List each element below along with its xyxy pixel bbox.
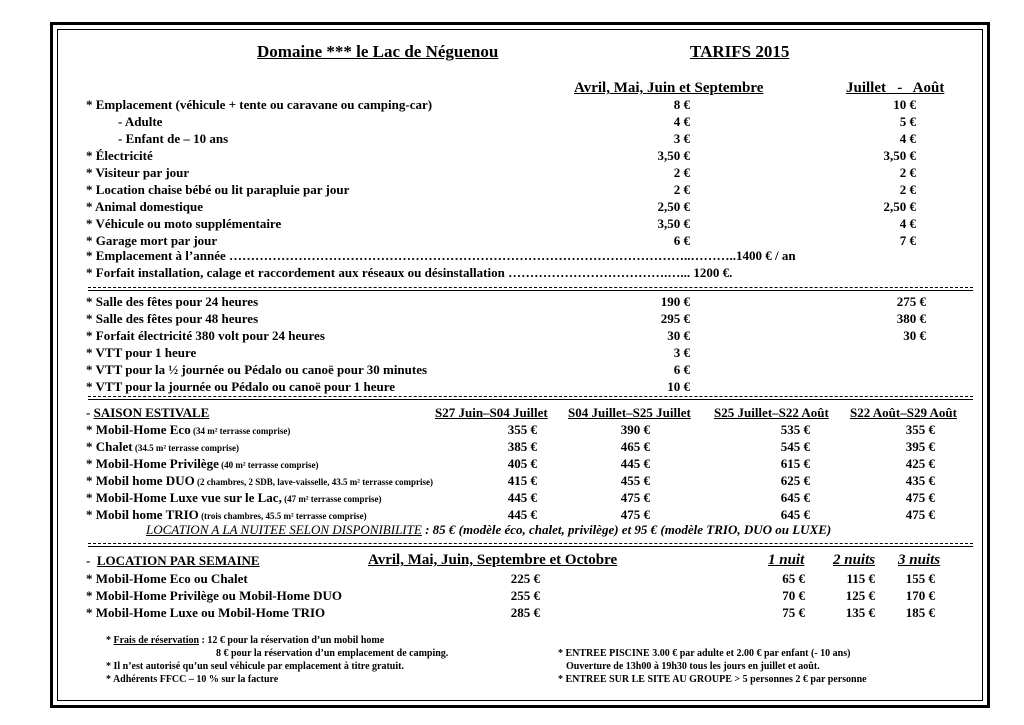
divider xyxy=(88,543,973,544)
price-low: 3 € xyxy=(673,131,690,146)
booking-fees-line: * Frais de réservation : 12 € pour la réservation d’un mobil home xyxy=(106,635,385,646)
price-low: 2,50 € xyxy=(657,199,690,214)
rental-row-label: * VTT pour 1 heure xyxy=(86,345,197,360)
mobil-home-name: * Mobil home TRIO xyxy=(86,507,199,522)
price-high: 2 € xyxy=(899,165,916,180)
rental-low: 10 € xyxy=(667,379,690,394)
summer-price: 475 € xyxy=(620,507,650,522)
booking-fees-camping: 8 € pour la réservation d’un emplacement de camping. xyxy=(216,648,449,659)
summer-period-header: S27 Juin–S04 Juillet xyxy=(435,405,548,420)
summer-price: 385 € xyxy=(507,439,537,454)
price-low: 4 € xyxy=(673,114,690,129)
price-high: 4 € xyxy=(899,216,916,231)
summer-price: 355 € xyxy=(507,422,537,437)
ffcc-discount: * Adhérents FFCC – 10 % sur la facture xyxy=(106,674,279,685)
price-high: 10 € xyxy=(893,97,916,112)
summer-price: 445 € xyxy=(507,507,537,522)
mobil-home-name: * Mobil-Home Privilège xyxy=(86,456,219,471)
divider xyxy=(88,396,973,397)
mobil-home-name: * Mobil home DUO xyxy=(86,473,195,488)
rental-row-label: * Forfait électricité 380 volt pour 24 heures xyxy=(86,328,325,343)
group-entry: * ENTREE SUR LE SITE AU GROUPE > 5 personnes 2 € par personne xyxy=(558,674,867,685)
mobil-home-detail: (2 chambres, 2 SDB, lave-vaisselle, 43.5 m² terrasse comprise) xyxy=(194,477,433,487)
weekly-price: 285 € xyxy=(510,605,540,620)
price-high: 5 € xyxy=(899,114,916,129)
divider xyxy=(88,399,973,400)
price-row-label: - Enfant de – 10 ans xyxy=(118,131,229,146)
price-row-label: * Location chaise bébé ou lit parapluie par jour xyxy=(86,182,350,197)
price-high: 7 € xyxy=(899,233,916,248)
summer-price: 475 € xyxy=(620,490,650,505)
price-low: 2 € xyxy=(673,165,690,180)
nightly-price: 155 € xyxy=(905,571,935,586)
mobil-home-detail: (trois chambres, 45.5 m² terrasse comprise) xyxy=(198,511,367,521)
summer-price: 475 € xyxy=(905,490,935,505)
pool-price: * ENTREE PISCINE 3.00 € par adulte et 2.00 € par enfant (- 10 ans) xyxy=(558,648,851,659)
installation-forfait-line: * Forfait installation, calage et raccordement aux réseaux ou désinstallation ……………………………….…... 1200 €. xyxy=(86,265,733,280)
nightly-price: 75 € xyxy=(782,605,805,620)
mobil-home-row-label xyxy=(86,473,433,490)
nights-header: 3 nuits xyxy=(898,552,941,568)
mobil-home-row-label xyxy=(86,456,319,473)
nightly-rental-note: LOCATION A LA NUITEE SELON DISPONIBILITE : 85 € (modèle éco, chalet, privilège) et 95 € (modèle TRIO, DUO ou LUXE) xyxy=(146,522,832,537)
weekly-rental-title: - LOCATION PAR SEMAINE xyxy=(86,553,260,568)
price-high: 4 € xyxy=(899,131,916,146)
summer-price: 435 € xyxy=(905,473,935,488)
price-row-label: * Emplacement (véhicule + tente ou caravane ou camping-car) xyxy=(86,97,433,112)
price-high: 2,50 € xyxy=(883,199,916,214)
rental-row-label: * Salle des fêtes pour 48 heures xyxy=(86,311,259,326)
price-high: 2 € xyxy=(899,182,916,197)
divider xyxy=(88,546,973,547)
summer-price: 445 € xyxy=(620,456,650,471)
price-row-label: * Visiteur par jour xyxy=(86,165,190,180)
rental-low: 6 € xyxy=(673,362,690,377)
nightly-price: 125 € xyxy=(845,588,875,603)
mobil-home-name: * Mobil-Home Luxe vue sur le Lac, xyxy=(86,490,282,505)
period-high-header: Juillet - Août xyxy=(846,80,945,96)
rental-low: 190 € xyxy=(660,294,690,309)
summer-price: 425 € xyxy=(905,456,935,471)
mobil-home-row-label xyxy=(86,422,290,439)
mobil-home-name: * Chalet xyxy=(86,439,133,454)
price-low: 3,50 € xyxy=(657,216,690,231)
summer-period-header: S22 Août–S29 Août xyxy=(850,405,957,420)
annual-pitch-line: * Emplacement à l’année ……………………………………………………………………………………………..………..1400 € / an xyxy=(86,248,796,263)
weekly-row-label: * Mobil-Home Luxe ou Mobil-Home TRIO xyxy=(86,605,326,620)
nights-header: 2 nuits xyxy=(833,552,876,568)
nightly-price: 115 € xyxy=(846,571,875,586)
mobil-home-detail: (47 m² terrasse comprise) xyxy=(281,494,382,504)
nights-header: 1 nuit xyxy=(768,552,805,568)
summer-price: 645 € xyxy=(780,490,810,505)
summer-price: 445 € xyxy=(507,490,537,505)
rental-row-label: * Salle des fêtes pour 24 heures xyxy=(86,294,259,309)
rental-row-label: * VTT pour la journée ou Pédalo ou canoë pour 1 heure xyxy=(86,379,396,394)
vehicle-rule: * Il n’est autorisé qu’un seul véhicule par emplacement à titre gratuit. xyxy=(106,661,404,672)
weekly-period-header: Avril, Mai, Juin, Septembre et Octobre xyxy=(368,552,618,568)
summer-price: 405 € xyxy=(507,456,537,471)
mobil-home-detail: (34.5 m² terrasse comprise) xyxy=(132,443,240,453)
mobil-home-detail: (40 m² terrasse comprise) xyxy=(218,460,319,470)
nightly-price: 70 € xyxy=(782,588,805,603)
price-low: 2 € xyxy=(673,182,690,197)
mobil-home-row-label xyxy=(86,490,382,507)
rental-low: 30 € xyxy=(667,328,690,343)
summer-price: 615 € xyxy=(780,456,810,471)
price-low: 8 € xyxy=(673,97,690,112)
rental-low: 295 € xyxy=(660,311,690,326)
summer-price: 545 € xyxy=(780,439,810,454)
price-low: 3,50 € xyxy=(657,148,690,163)
summer-price: 645 € xyxy=(780,507,810,522)
page-title: Domaine *** le Lac de Néguenou xyxy=(257,42,499,61)
summer-season-title: - SAISON ESTIVALE xyxy=(86,405,210,420)
divider xyxy=(88,287,973,288)
rental-low: 3 € xyxy=(673,345,690,360)
nightly-price: 170 € xyxy=(905,588,935,603)
summer-period-header: S25 Juillet–S22 Août xyxy=(714,405,829,420)
weekly-row-label: * Mobil-Home Privilège ou Mobil-Home DUO xyxy=(86,588,342,603)
period-low-header: Avril, Mai, Juin et Septembre xyxy=(574,80,764,96)
price-row-label: - Adulte xyxy=(118,114,163,129)
pool-hours: Ouverture de 13h00 à 19h30 tous les jours en juillet et août. xyxy=(566,661,820,672)
tarifs-title: TARIFS 2015 xyxy=(690,42,790,61)
weekly-row-label: * Mobil-Home Eco ou Chalet xyxy=(86,571,248,586)
nightly-price: 65 € xyxy=(782,571,805,586)
weekly-price: 255 € xyxy=(510,588,540,603)
price-row-label: * Animal domestique xyxy=(86,199,204,214)
summer-price: 455 € xyxy=(620,473,650,488)
summer-price: 395 € xyxy=(905,439,935,454)
nightly-price: 135 € xyxy=(845,605,875,620)
rental-row-label: * VTT pour la ½ journée ou Pédalo ou canoë pour 30 minutes xyxy=(86,362,428,377)
mobil-home-name: * Mobil-Home Eco xyxy=(86,422,191,437)
rental-high: 380 € xyxy=(896,311,926,326)
summer-period-header: S04 Juillet–S25 Juillet xyxy=(568,405,691,420)
rental-high: 275 € xyxy=(896,294,926,309)
divider xyxy=(88,290,973,291)
mobil-home-row-label xyxy=(86,439,239,456)
price-low: 6 € xyxy=(673,233,690,248)
summer-price: 465 € xyxy=(620,439,650,454)
summer-price: 415 € xyxy=(507,473,537,488)
summer-price: 625 € xyxy=(780,473,810,488)
rental-high: 30 € xyxy=(903,328,926,343)
summer-price: 390 € xyxy=(620,422,650,437)
price-row-label: * Véhicule ou moto supplémentaire xyxy=(86,216,282,231)
price-row-label: * Électricité xyxy=(86,148,153,163)
price-row-label: * Garage mort par jour xyxy=(86,233,218,248)
summer-price: 475 € xyxy=(905,507,935,522)
weekly-price: 225 € xyxy=(510,571,540,586)
summer-price: 535 € xyxy=(780,422,810,437)
price-high: 3,50 € xyxy=(883,148,916,163)
nightly-price: 185 € xyxy=(905,605,935,620)
mobil-home-detail: (34 m² terrasse comprise) xyxy=(190,426,291,436)
summer-price: 355 € xyxy=(905,422,935,437)
